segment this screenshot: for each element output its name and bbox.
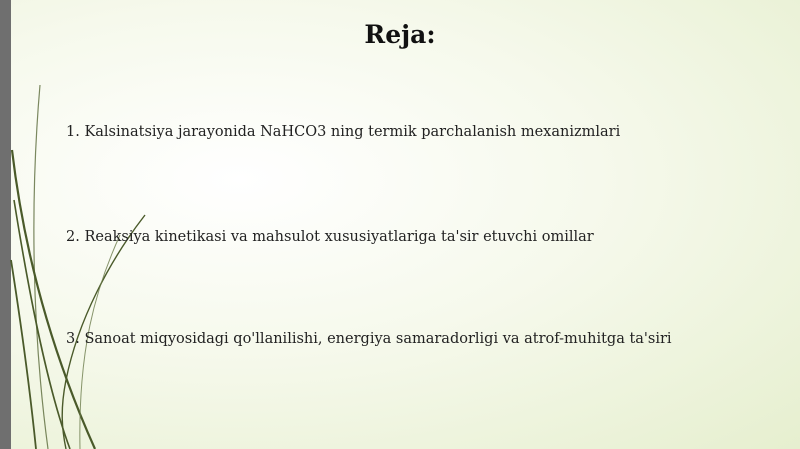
plan-item-1: 1. Kalsinatsiya jarayonida NaHCO3 ning termik parchalanish mexanizmlari: [66, 124, 621, 140]
decorative-plant-lines: [0, 0, 160, 449]
plan-item-2: 2. Reaksiya kinetikasi va mahsulot xususiyatlariga ta'sir etuvchi omillar: [66, 229, 594, 245]
slide-title: Reja:: [364, 20, 436, 49]
plan-item-3: 3. Sanoat miqyosidagi qo'llanilishi, energiya samaradorligi va atrof-muhitga ta'siri: [66, 331, 672, 347]
